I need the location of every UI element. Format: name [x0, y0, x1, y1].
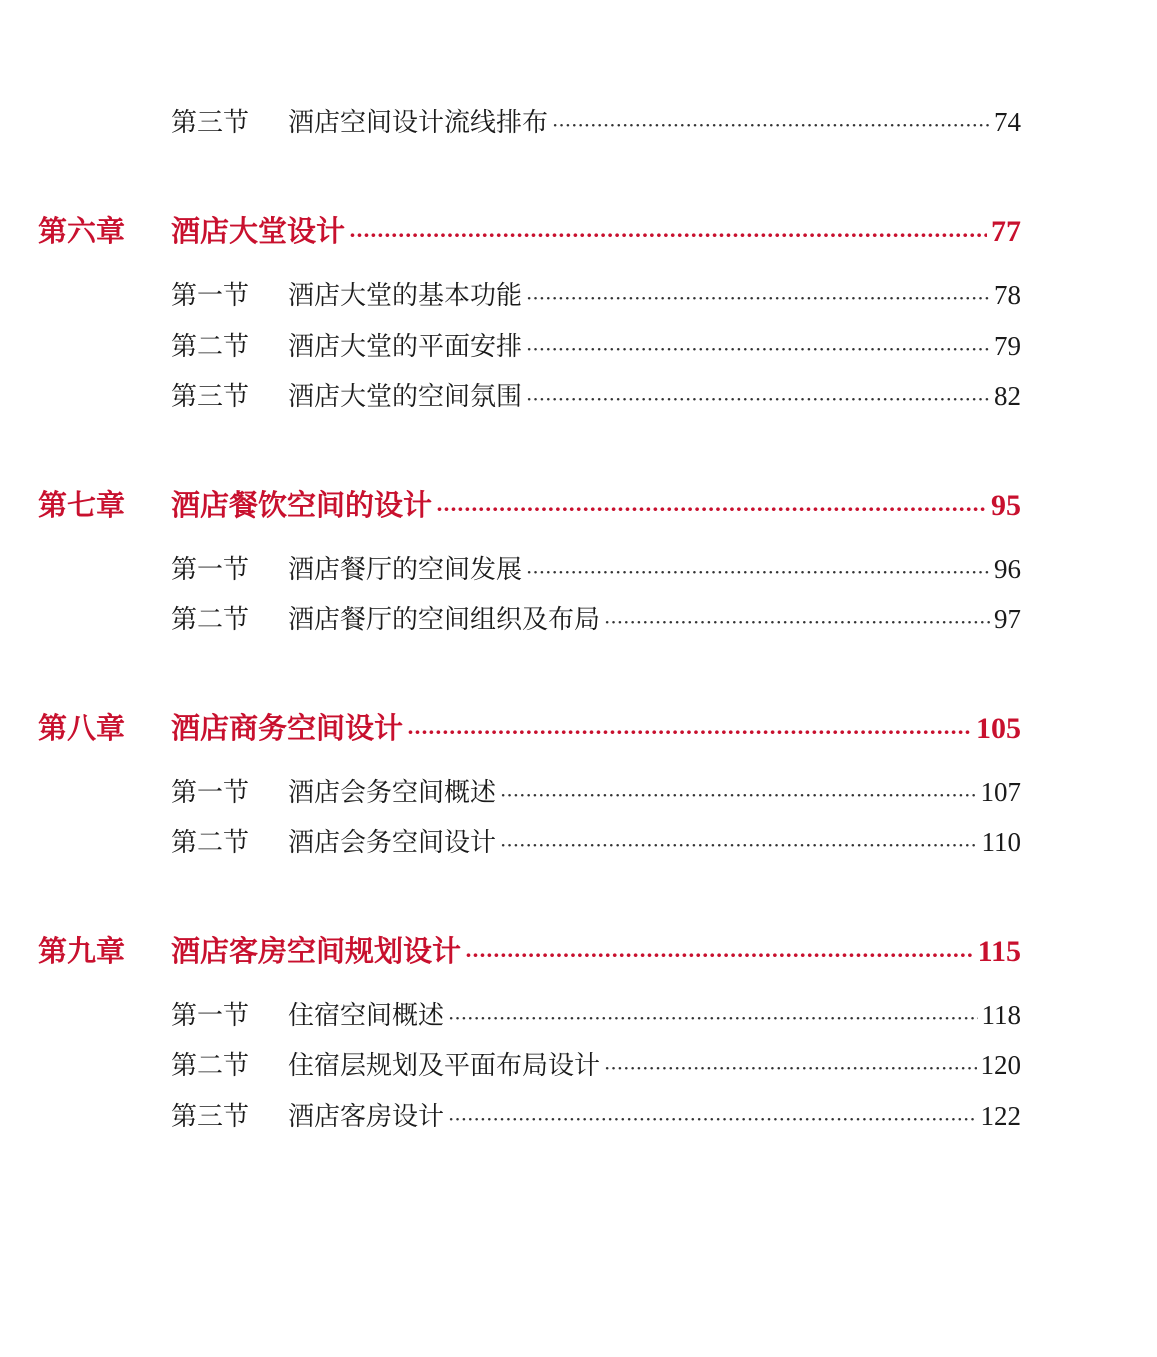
- chapter-title: 酒店客房空间规划设计: [171, 934, 462, 968]
- toc-section-entry[interactable]: [171, 275, 1021, 312]
- page-number: 118: [981, 1000, 1021, 1030]
- section-title: 住宿空间概述: [288, 1001, 445, 1031]
- page-number: 122: [980, 1101, 1021, 1131]
- section-number: 第三节: [171, 1102, 250, 1132]
- toc-chapter-entry[interactable]: [38, 209, 1021, 250]
- section-number: 第二节: [171, 332, 250, 362]
- section-title: 酒店大堂的基本功能: [288, 281, 523, 311]
- section-number: 第一节: [171, 1001, 250, 1031]
- section-title: 酒店餐厅的空间发展: [288, 555, 523, 585]
- page-number: 120: [980, 1050, 1021, 1080]
- page-number: 105: [976, 712, 1021, 745]
- section-title: 酒店会务空间概述: [288, 778, 497, 808]
- toc-section-entry[interactable]: [171, 772, 1021, 809]
- section-number: 第三节: [171, 382, 250, 412]
- dot-leader: [604, 1056, 976, 1076]
- dot-leader: [526, 387, 990, 407]
- section-title: 酒店空间设计流线排布: [288, 108, 549, 138]
- section-number: 第二节: [171, 605, 250, 635]
- dot-leader: [349, 223, 987, 243]
- section-number: 第一节: [171, 281, 250, 311]
- page-number: 110: [981, 827, 1021, 857]
- toc-section-entry[interactable]: [171, 822, 1021, 859]
- section-number: 第一节: [171, 555, 250, 585]
- toc-chapter-entry[interactable]: [38, 706, 1021, 747]
- dot-leader: [436, 497, 987, 517]
- dot-leader: [500, 833, 977, 853]
- section-number: 第二节: [171, 828, 250, 858]
- dot-leader: [526, 286, 990, 306]
- toc-section-entry[interactable]: [171, 995, 1021, 1032]
- page-number: 79: [994, 331, 1021, 361]
- page-number: 78: [994, 280, 1021, 310]
- page-number: 74: [994, 107, 1021, 137]
- page-number: 96: [994, 554, 1021, 584]
- page-number: 95: [991, 489, 1021, 522]
- chapter-title: 酒店大堂设计: [171, 214, 346, 248]
- dot-leader: [526, 560, 990, 580]
- dot-leader: [604, 610, 990, 630]
- section-title: 酒店大堂的空间氛围: [288, 382, 523, 412]
- section-title: 酒店客房设计: [288, 1102, 445, 1132]
- toc-chapter-entry[interactable]: [38, 929, 1021, 970]
- page-number: 82: [994, 381, 1021, 411]
- chapter-number: 第九章: [38, 934, 126, 968]
- page-number: 107: [980, 777, 1021, 807]
- page-number: 97: [994, 604, 1021, 634]
- chapter-number: 第七章: [38, 488, 126, 522]
- section-title: 酒店会务空间设计: [288, 828, 497, 858]
- section-number: 第一节: [171, 778, 250, 808]
- chapter-number: 第六章: [38, 214, 126, 248]
- section-title: 酒店大堂的平面安排: [288, 332, 523, 362]
- section-number: 第二节: [171, 1051, 250, 1081]
- section-number: 第三节: [171, 108, 250, 138]
- dot-leader: [526, 337, 990, 357]
- dot-leader: [465, 943, 974, 963]
- dot-leader: [552, 113, 990, 133]
- dot-leader: [448, 1006, 977, 1026]
- page-number: 77: [991, 215, 1021, 248]
- toc-section-entry[interactable]: [171, 549, 1021, 586]
- dot-leader: [448, 1107, 976, 1127]
- page-number: 115: [977, 935, 1021, 968]
- toc-section-entry[interactable]: [171, 326, 1021, 363]
- toc-section-entry[interactable]: [171, 1045, 1021, 1082]
- chapter-title: 酒店商务空间设计: [171, 711, 404, 745]
- toc-section-entry[interactable]: [171, 376, 1021, 413]
- chapter-title: 酒店餐饮空间的设计: [171, 488, 433, 522]
- toc-chapter-entry[interactable]: [38, 483, 1021, 524]
- toc-section-entry[interactable]: [171, 102, 1021, 139]
- section-title: 酒店餐厅的空间组织及布局: [288, 605, 601, 635]
- toc-section-entry[interactable]: [171, 599, 1021, 636]
- dot-leader: [500, 783, 976, 803]
- toc-section-entry[interactable]: [171, 1096, 1021, 1133]
- section-title: 住宿层规划及平面布局设计: [288, 1051, 601, 1081]
- dot-leader: [407, 720, 972, 740]
- chapter-number: 第八章: [38, 711, 126, 745]
